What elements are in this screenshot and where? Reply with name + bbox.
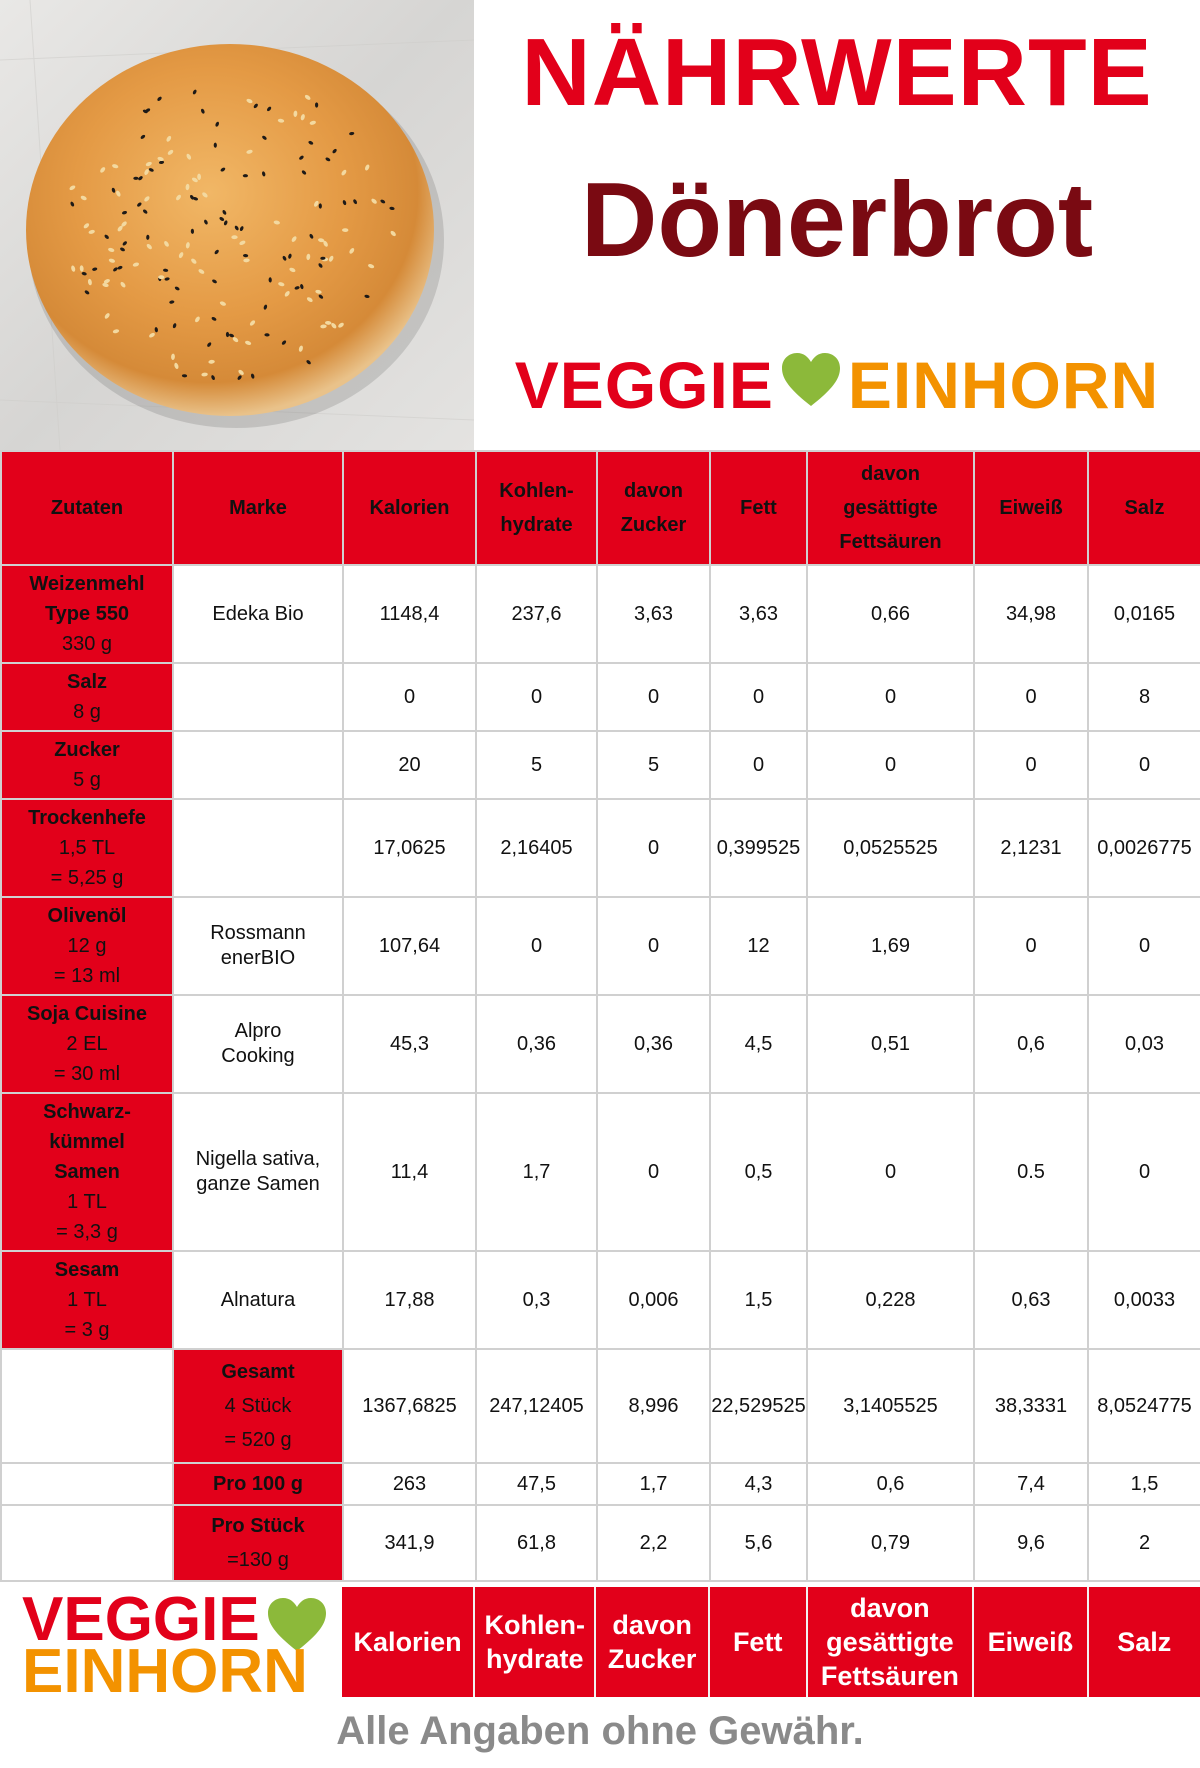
brand-line: Cooking xyxy=(221,1045,295,1067)
ingredient-qty-1: = 3 g xyxy=(64,1319,110,1341)
col-zucker xyxy=(597,451,710,565)
ingredient-qty-1: = 30 ml xyxy=(53,1063,121,1085)
total-qty-0: 4 Stück xyxy=(224,1395,292,1417)
total-value-cell: 8,996 xyxy=(597,1349,710,1463)
value-cell: 3,63 xyxy=(597,565,710,663)
value-cell: 0 xyxy=(1088,731,1200,799)
col-fett: Fett xyxy=(710,451,807,565)
footer-col-fett: Fett xyxy=(710,1587,808,1697)
value-cell: 0 xyxy=(974,663,1088,731)
value-cell: 0,51 xyxy=(807,995,974,1093)
col-gesaettigte-fettsaeuren xyxy=(807,451,974,565)
total-label-cell xyxy=(173,1349,343,1463)
bread-image xyxy=(0,0,474,450)
ingredient-qty-0: 1 TL xyxy=(67,1289,107,1311)
ingredient-qty-0: 8 g xyxy=(73,701,101,723)
brand-cell xyxy=(173,897,343,995)
title-naehrwerte: NÄHRWERTE xyxy=(521,19,1153,126)
brand-logo-bottom xyxy=(0,1585,342,1706)
footer-col-kalorien: Kalorien xyxy=(342,1587,475,1697)
total-value-cell: 1,5 xyxy=(1088,1463,1200,1505)
ingredient-cell xyxy=(1,897,173,995)
footer-col-kohlenhydrate xyxy=(475,1587,596,1697)
brand-veggie: VEGGIE xyxy=(514,348,774,422)
ingredient-name-0: Zucker xyxy=(54,739,120,761)
nutrition-table xyxy=(0,450,1200,1582)
footer-gfs-l1: davon xyxy=(850,1593,930,1623)
value-cell: 0,36 xyxy=(476,995,597,1093)
brand-line: Alpro xyxy=(234,1020,282,1042)
table-row xyxy=(1,731,1200,799)
footer-zucker-l2: Zucker xyxy=(607,1644,697,1674)
brand-line: ganze Samen xyxy=(196,1173,320,1195)
table-row xyxy=(1,897,1200,995)
footer-col-zucker xyxy=(596,1587,709,1697)
value-cell: 5 xyxy=(476,731,597,799)
ingredient-cell xyxy=(1,731,173,799)
value-cell: 0 xyxy=(710,731,807,799)
value-cell: 0 xyxy=(476,663,597,731)
col-salz: Salz xyxy=(1088,451,1200,565)
total-value-cell: 1367,6825 xyxy=(343,1349,476,1463)
footer-col-salz: Salz xyxy=(1117,1627,1172,1657)
ingredient-cell xyxy=(1,799,173,897)
value-cell: 2,16405 xyxy=(476,799,597,897)
table-row xyxy=(1,1251,1200,1349)
brand-cell xyxy=(173,565,343,663)
value-cell: 45,3 xyxy=(343,995,476,1093)
footer-zucker-l1: davon xyxy=(612,1610,692,1640)
value-cell: 0,5 xyxy=(710,1093,807,1251)
total-label: Gesamt xyxy=(221,1361,295,1383)
footer-brand-veggie: VEGGIE xyxy=(22,1585,260,1654)
value-cell: 0,0165 xyxy=(1088,565,1200,663)
table-row xyxy=(1,1093,1200,1251)
ingredient-cell xyxy=(1,1093,173,1251)
footer-kh-l1: Kohlen- xyxy=(484,1610,586,1640)
value-cell: 1,7 xyxy=(476,1093,597,1251)
total-row xyxy=(1,1505,1200,1581)
ingredient-qty-1: = 13 ml xyxy=(53,965,121,987)
brand-cell xyxy=(173,1093,343,1251)
value-cell: 2,1231 xyxy=(974,799,1088,897)
col-zucker-l2: Zucker xyxy=(620,514,687,536)
total-value-cell: 7,4 xyxy=(974,1463,1088,1505)
value-cell: 0 xyxy=(476,897,597,995)
value-cell: 0 xyxy=(710,663,807,731)
brand-line: Edeka Bio xyxy=(212,602,304,625)
table-row xyxy=(1,995,1200,1093)
value-cell: 0.5 xyxy=(974,1093,1088,1251)
value-cell: 0 xyxy=(807,1093,974,1251)
disclaimer: Alle Angaben ohne Gewähr. xyxy=(336,1709,864,1753)
footer-kh-l2: hydrate xyxy=(486,1644,584,1674)
ingredient-name-1: Type 550 xyxy=(44,603,130,625)
value-cell: 0 xyxy=(974,897,1088,995)
ingredient-name-0: Olivenöl xyxy=(47,905,127,927)
footer-col-eiweiss: Eiweiß xyxy=(974,1587,1088,1697)
value-cell: 1,69 xyxy=(807,897,974,995)
value-cell: 0,36 xyxy=(597,995,710,1093)
total-value-cell: 4,3 xyxy=(710,1463,807,1505)
brand-line: Alnatura xyxy=(220,1288,296,1311)
total-label-cell xyxy=(173,1505,343,1581)
brand-cell xyxy=(173,1251,343,1349)
total-value-cell: 263 xyxy=(343,1463,476,1505)
ingredient-cell xyxy=(1,995,173,1093)
ingredient-name-0: Schwarz- xyxy=(43,1101,131,1123)
col-kalorien: Kalorien xyxy=(343,451,476,565)
heart-icon xyxy=(780,347,842,423)
col-zutaten: Zutaten xyxy=(1,451,173,565)
value-cell: 0,0033 xyxy=(1088,1251,1200,1349)
ingredient-name-0: Weizenmehl xyxy=(29,573,145,595)
doener-bread-photo xyxy=(0,0,474,450)
value-cell: 0,0525525 xyxy=(807,799,974,897)
total-row xyxy=(1,1349,1200,1463)
brand-cell xyxy=(173,731,343,799)
total-value-cell: 9,6 xyxy=(974,1505,1088,1581)
ingredient-qty-0: 1,5 TL xyxy=(58,837,116,859)
total-value-cell: 2 xyxy=(1088,1505,1200,1581)
empty-cell xyxy=(1,1505,173,1581)
value-cell: 0 xyxy=(807,663,974,731)
total-value-cell: 61,8 xyxy=(476,1505,597,1581)
brand-cell xyxy=(173,663,343,731)
ingredient-cell xyxy=(1,1251,173,1349)
total-label: Pro Stück xyxy=(211,1515,305,1537)
brand-cell xyxy=(173,799,343,897)
value-cell: 1,5 xyxy=(710,1251,807,1349)
col-gfs-l2: gesättigte xyxy=(843,497,938,519)
value-cell: 0,3 xyxy=(476,1251,597,1349)
col-gfs-l1: davon xyxy=(861,463,920,485)
value-cell: 0 xyxy=(1088,897,1200,995)
col-zucker-l1: davon xyxy=(624,480,683,502)
total-label-cell xyxy=(173,1463,343,1505)
value-cell: 0 xyxy=(343,663,476,731)
ingredient-name-2: Samen xyxy=(54,1161,120,1183)
ingredient-qty-0: 1 TL xyxy=(67,1191,107,1213)
value-cell: 0 xyxy=(807,731,974,799)
ingredient-qty-1: = 5,25 g xyxy=(50,867,124,889)
col-marke: Marke xyxy=(173,451,343,565)
total-value-cell: 3,1405525 xyxy=(807,1349,974,1463)
value-cell: 0,006 xyxy=(597,1251,710,1349)
value-cell: 0,6 xyxy=(974,995,1088,1093)
col-gfs-l3: Fettsäuren xyxy=(839,531,942,553)
col-kohlenhydrate xyxy=(476,451,597,565)
value-cell: 0,399525 xyxy=(710,799,807,897)
value-cell: 0,66 xyxy=(807,565,974,663)
ingredient-name-0: Salz xyxy=(66,671,108,693)
total-row xyxy=(1,1463,1200,1505)
ingredient-qty-0: 2 EL xyxy=(66,1033,108,1055)
ingredient-cell xyxy=(1,565,173,663)
empty-cell xyxy=(1,1463,173,1505)
total-qty-1: = 520 g xyxy=(224,1429,292,1451)
value-cell: 17,88 xyxy=(343,1251,476,1349)
value-cell: 107,64 xyxy=(343,897,476,995)
value-cell: 0,03 xyxy=(1088,995,1200,1093)
value-cell: 0 xyxy=(597,1093,710,1251)
value-cell: 4,5 xyxy=(710,995,807,1093)
value-cell: 8 xyxy=(1088,663,1200,731)
value-cell: 5 xyxy=(597,731,710,799)
value-cell: 1148,4 xyxy=(343,565,476,663)
value-cell: 34,98 xyxy=(974,565,1088,663)
value-cell: 0,0026775 xyxy=(1088,799,1200,897)
brand-line: enerBIO xyxy=(220,947,296,969)
total-value-cell: 2,2 xyxy=(597,1505,710,1581)
value-cell: 0 xyxy=(597,897,710,995)
value-cell: 20 xyxy=(343,731,476,799)
total-value-cell: 341,9 xyxy=(343,1505,476,1581)
total-label: Pro 100 g xyxy=(212,1473,304,1495)
header-row xyxy=(1,451,1200,565)
ingredient-name-0: Soja Cuisine xyxy=(26,1003,148,1025)
total-qty-0: =130 g xyxy=(227,1549,289,1571)
brand-line: Rossmann xyxy=(210,922,306,944)
total-value-cell: 247,12405 xyxy=(476,1349,597,1463)
value-cell: 0 xyxy=(974,731,1088,799)
table-row xyxy=(1,799,1200,897)
total-value-cell: 8,0524775 xyxy=(1088,1349,1200,1463)
value-cell: 12 xyxy=(710,897,807,995)
total-value-cell: 22,529525 xyxy=(710,1349,807,1463)
ingredient-cell xyxy=(1,663,173,731)
footer-header-row xyxy=(342,1587,1200,1697)
total-value-cell: 38,3331 xyxy=(974,1349,1088,1463)
value-cell: 0 xyxy=(597,799,710,897)
value-cell: 17,0625 xyxy=(343,799,476,897)
ingredient-name-0: Trockenhefe xyxy=(28,807,146,829)
value-cell: 0,228 xyxy=(807,1251,974,1349)
col-eiweiss: Eiweiß xyxy=(974,451,1088,565)
value-cell: 3,63 xyxy=(710,565,807,663)
brand-cell xyxy=(173,995,343,1093)
table-row xyxy=(1,565,1200,663)
brand-logo-top xyxy=(474,345,1200,425)
value-cell: 237,6 xyxy=(476,565,597,663)
brand-einhorn: EINHORN xyxy=(847,348,1160,422)
ingredient-name-0: Sesam xyxy=(54,1259,120,1281)
value-cell: 11,4 xyxy=(343,1093,476,1251)
total-value-cell: 1,7 xyxy=(597,1463,710,1505)
ingredient-qty-0: 330 g xyxy=(61,633,113,655)
value-cell: 0 xyxy=(1088,1093,1200,1251)
ingredient-qty-0: 5 g xyxy=(73,769,101,791)
table-row xyxy=(1,663,1200,731)
ingredient-qty-0: 12 g xyxy=(67,935,107,957)
brand-line: Nigella sativa, xyxy=(195,1148,321,1170)
value-cell: 0,63 xyxy=(974,1251,1088,1349)
nigella-seed xyxy=(315,102,318,107)
total-value-cell: 47,5 xyxy=(476,1463,597,1505)
ingredient-name-1: kümmel xyxy=(49,1131,125,1153)
title-doenerbrot: Dönerbrot xyxy=(580,161,1094,279)
footer-gfs-l3: Fettsäuren xyxy=(820,1661,959,1691)
nigella-seed xyxy=(243,174,248,177)
col-kohlenhydrate-l2: hydrate xyxy=(500,514,573,536)
footer-brand-einhorn: EINHORN xyxy=(22,1637,308,1706)
ingredient-qty-1: = 3,3 g xyxy=(56,1221,118,1243)
total-value-cell: 0,79 xyxy=(807,1505,974,1581)
empty-cell xyxy=(1,1349,173,1463)
total-value-cell: 5,6 xyxy=(710,1505,807,1581)
value-cell: 0 xyxy=(597,663,710,731)
total-value-cell: 0,6 xyxy=(807,1463,974,1505)
footer-col-gfs xyxy=(808,1587,975,1697)
footer-gfs-l2: gesättigte xyxy=(826,1627,954,1657)
col-kohlenhydrate-l1: Kohlen- xyxy=(499,480,574,502)
